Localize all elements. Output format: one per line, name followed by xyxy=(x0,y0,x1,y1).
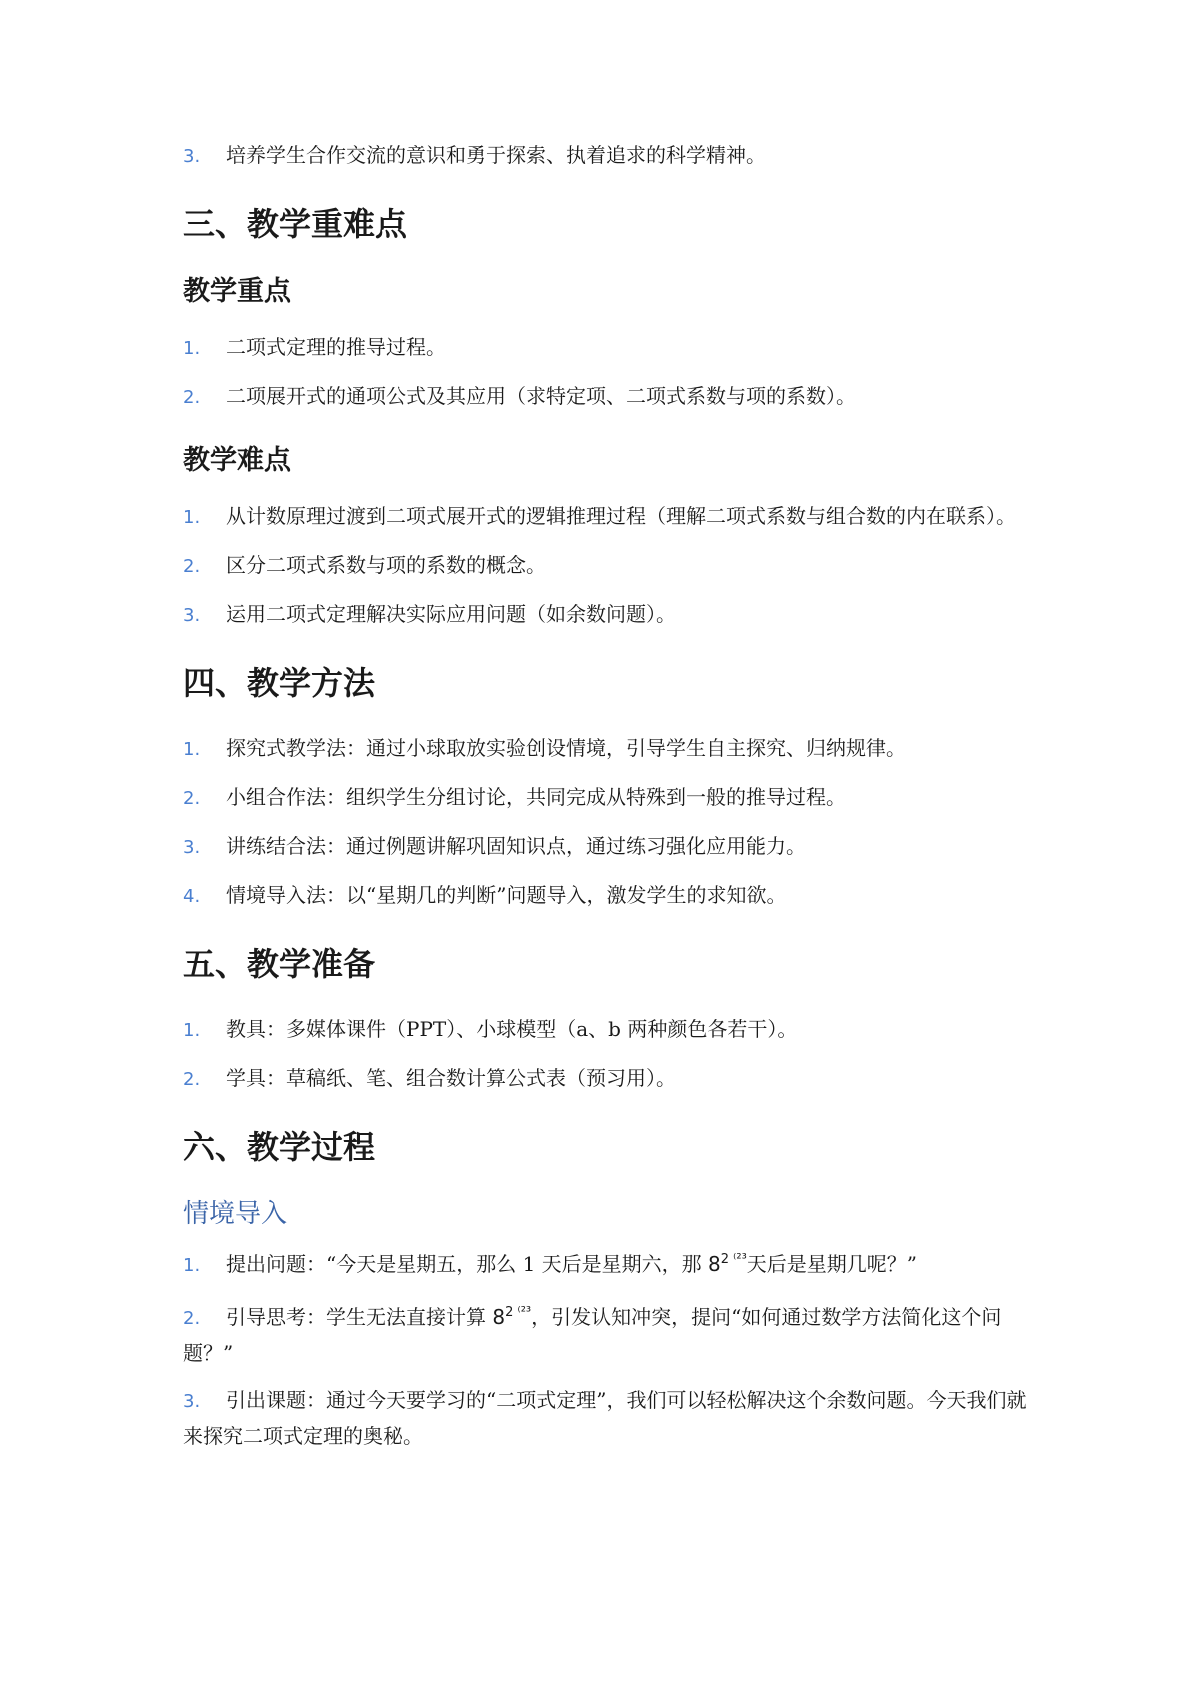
list-number: 3. xyxy=(183,1391,201,1412)
list-item xyxy=(183,1012,1043,1048)
list-item xyxy=(183,1383,1043,1453)
list-number: 2. xyxy=(183,387,201,408)
list-text: 探究式教学法：通过小球取放实验创设情境，引导学生自主探究、归纳规律。 xyxy=(226,736,906,760)
list-number: 3. xyxy=(183,146,201,167)
list-item xyxy=(183,829,1043,865)
list-text: 从计数原理过渡到二项式展开式的逻辑推理过程（理解二项式系数与组合数的内在联系）。 xyxy=(226,504,1016,528)
list-text: 小组合作法：组织学生分组讨论，共同完成从特殊到一般的推导过程。 xyxy=(226,785,846,809)
list-text: 培养学生合作交流的意识和勇于探索、执着追求的科学精神。 xyxy=(226,143,766,167)
list-item xyxy=(183,499,1043,535)
list-number: 1. xyxy=(183,338,201,359)
list-text: 二项式定理的推导过程。 xyxy=(226,335,446,359)
section-heading-methods: 四、教学方法 xyxy=(183,664,376,702)
list-text-pre: 引导思考：学生无法直接计算 xyxy=(226,1305,493,1329)
list-text: 二项展开式的通项公式及其应用（求特定项、二项式系数与项的系数）。 xyxy=(226,384,856,408)
list-number: 3. xyxy=(183,837,201,858)
list-text: 教具：多媒体课件（PPT）、小球模型（a、b 两种颜色各若干）。 xyxy=(226,1017,798,1041)
list-item xyxy=(183,597,1043,633)
list-item xyxy=(183,878,1043,914)
list-item xyxy=(183,1296,1043,1370)
list-item xyxy=(183,1061,1043,1097)
list-text: 情境导入法：以“星期几的判断”问题导入，激发学生的求知欲。 xyxy=(226,883,787,907)
list-item xyxy=(183,731,1043,767)
power-expression xyxy=(708,1252,747,1276)
list-number: 1. xyxy=(183,507,201,528)
subheading-difficult-points: 教学难点 xyxy=(183,445,291,476)
list-number: 2. xyxy=(183,556,201,577)
list-number: 1. xyxy=(183,739,201,760)
list-text: 讲练结合法：通过例题讲解巩固知识点，通过练习强化应用能力。 xyxy=(226,834,806,858)
list-number: 1. xyxy=(183,1020,201,1041)
list-item xyxy=(183,780,1043,816)
power-base: 8 xyxy=(492,1305,506,1329)
document-content xyxy=(183,138,1043,1466)
section-heading-key-difficult: 三、教学重难点 xyxy=(183,205,408,243)
list-number: 1. xyxy=(183,1255,201,1276)
section-heading-process: 六、教学过程 xyxy=(183,1128,376,1166)
list-number: 4. xyxy=(183,886,201,907)
power-exponent: 2 ⁽²³ xyxy=(505,1305,532,1320)
power-exponent: 2 ⁽²³ xyxy=(720,1252,747,1267)
list-item xyxy=(183,1243,1043,1283)
list-text: 区分二项式系数与项的系数的概念。 xyxy=(226,553,546,577)
list-number: 2. xyxy=(183,1308,201,1329)
list-number: 2. xyxy=(183,1069,201,1090)
power-base: 8 xyxy=(708,1252,721,1276)
list-text-pre: 提出问题：“今天是星期五，那么 1 天后是星期六，那 xyxy=(226,1252,709,1276)
list-text-post: 天后是星期几呢？” xyxy=(746,1252,918,1276)
list-number: 2. xyxy=(183,788,201,809)
list-text: 学具：草稿纸、笔、组合数计算公式表（预习用）。 xyxy=(226,1066,676,1090)
section-heading-preparation: 五、教学准备 xyxy=(183,945,376,983)
list-item xyxy=(183,379,1043,415)
subheading-scenario-intro: 情境导入 xyxy=(183,1199,288,1229)
list-item xyxy=(183,330,1043,366)
list-text: 运用二项式定理解决实际应用问题（如余数问题）。 xyxy=(226,602,676,626)
list-item xyxy=(183,138,1043,174)
subheading-key-points: 教学重点 xyxy=(183,276,291,307)
power-expression xyxy=(492,1305,531,1329)
list-text: 引出课题：通过今天要学习的“二项式定理”，我们可以轻松解决这个余数问题。今天我们就来探究二项式定理的奥秘。 xyxy=(183,1388,1027,1448)
list-text-post: ，引发认知冲突，提问“如何通过数学方法简化这个问题？” xyxy=(183,1305,1002,1365)
list-item xyxy=(183,548,1043,584)
list-number: 3. xyxy=(183,605,201,626)
